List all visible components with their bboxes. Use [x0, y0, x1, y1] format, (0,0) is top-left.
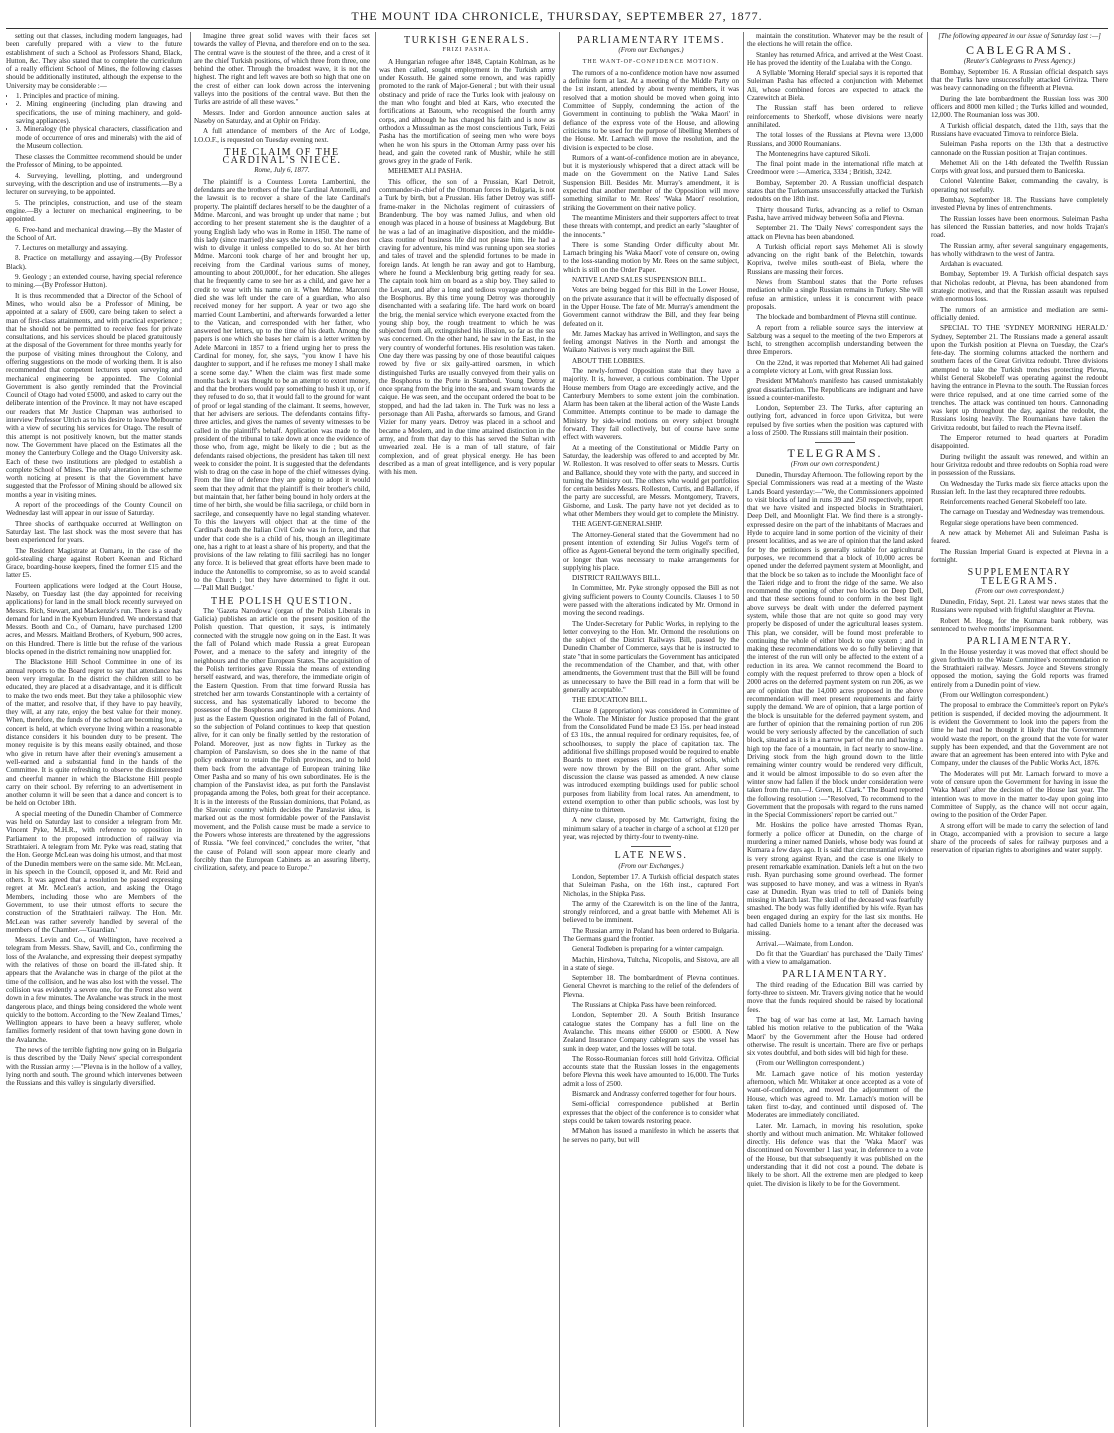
- paragraph: The newly-formed Opposition state that they have a majority. It is, however, a curious combination. The Upper House members from Otago are exceedingly active, and the Canterbury Members to some extent join the combination. Alarm has been taken at the liberal action of the Waste Lands Committee. Attempts continue to be made to damage the Ministry by side-wind motions on every subject brought forward. They fail collectively, but of course have some effect with waverers.: [563, 366, 739, 442]
- paragraph: The meantime Ministers and their supporters affect to treat these threats with contempt, and predict an early "slaughter of the innocents.": [563, 213, 739, 239]
- paragraph: The Rosso-Roumanian forces still hold Grivitza. Official accounts state that the Russian losses in the engagements before Plevna this week have amounted to 16,000. The Turks admit a loss of 2500.: [563, 1054, 739, 1088]
- article-subheading: THE WANT-OF-CONFIDENCE MOTION.: [582, 58, 720, 65]
- paragraph: The Russian staff has been ordered to relieve reinforcements to Sherkoff, whose divisions were nearly annihilated.: [747, 104, 923, 129]
- col6-body: [747, 32, 923, 437]
- article-dateline: Rome, July 6, 1877.: [254, 166, 310, 175]
- paragraph: A special meeting of the Dunedin Chamber of Commerce was held on Saturday last to consider a telegram from Mr. Vincent Pyke, M.H.R., with reference to opposition in Parliament to the proposed introduction of railway via Strathtaieri. A telegram from Mr. Pyke was read, stating that the Hon. George McLean was doing his utmost, and that most of the Dunedin members were on the same side. Mr. McLean, in his speech in the Council, opposed it, and Mr. Reid and others. It was agreed that a resolution be passed expressing regret at Mr. McLean's action, and asking the Otago Members, including those who are Members of the Government, to use their utmost efforts to secure the construction of the Strathtaieri railway. The Hon. Mr. McLean was rather severely handled by several of the members of the Chamber.—'Guardian.': [6, 809, 182, 934]
- paragraph: SPECIAL TO THE 'SYDNEY MORNING HERALD.' Sydney, September 21. The Russians made a general assault upon the Turkish position at Plevna on Tuesday, the Czar's fete-day. The storming columns attacked the northern and southern faces of the Great Grivitza redoubt. Three divisions attempted to take the Turkish trenches protecting Plevna, whilst General Skobeleff was operating against the redoubt having the entrance in Plevna to the south. The Russian forces were thrice repulsed, and at one time carried some of the trenches. The attack was continued ten hours. Cannonading was kept up throughout the day, against the redoubt, the Russians losing heavily. The Roumanians have taken the Grivitza redoubt, but failed to reach the Plevna itself.: [931, 324, 1108, 432]
- article-source: (From our own correspondent.): [975, 586, 1064, 595]
- paragraph: London, September 17. A Turkish official despatch states that Suleiman Pasha, on the 16th inst., captured Fort Nicholas, in the Shipka Pass.: [563, 872, 739, 898]
- column-rule: [743, 32, 744, 1427]
- paragraph: A Turkish official despatch, dated the 11th, says that the Russians have evacuated Timova to reinforce Biela.: [931, 121, 1108, 138]
- article-heading-telegrams: TELEGRAMS.: [787, 446, 883, 461]
- paragraph: The total losses of the Russians at Plevna were 13,000 Russians, and 3000 Roumanians.: [747, 131, 923, 148]
- paragraph: Regular siege operations have been commenced.: [940, 518, 1079, 527]
- paragraph: The army of the Czarewitch is on the line of the Jantra, strongly reinforced, and a great battle with Mehemet Ali is believed to be imminent.: [563, 899, 739, 925]
- paragraph: In Committee, Mr. Pyke strongly opposed the Bill as not giving sufficient powers to County Councils. Clauses 1 to 50 were passed with the alterations indicated by Mr. Ormond in moving the second readings.: [563, 584, 739, 618]
- paragraph: The Montenegrins have captured Sikoli.: [756, 149, 871, 158]
- column-2: [194, 32, 370, 1427]
- paragraph: On the 22nd, it was reported that Mehemet Ali had gained a complete victory at Lom, with great Russian loss.: [747, 358, 923, 375]
- divider: [815, 442, 855, 443]
- paragraph: Robert M. Hogg, for the Kumara bank robbery, was sentenced to twelve months' imprisonment.: [931, 616, 1108, 633]
- article-heading-claim: THE CLAIM OF THE CARDINAL'S NIECE.: [222, 146, 342, 167]
- paragraph: The Russian army in Poland has been ordered to Bulgaria. The Germans guard the frontier.: [563, 926, 739, 943]
- paragraph: The Russian Imperial Guard is expected at Plevna in a fortnight.: [931, 547, 1108, 564]
- column-rule: [559, 32, 560, 1427]
- paragraph: On Wednesday the Turks made six fierce attacks upon the Russian left. In the last they recaptured three redoubts.: [931, 479, 1108, 496]
- paragraph: The Russians at Chipka Pass have been reinforced.: [572, 1001, 717, 1010]
- paragraph: A strong effort will be made to carry the selection of land in Otago, accompanied with a provision to secure a large share of the proceeds of sales for railway purposes and a reservation of riparian rights to aborigines and water supply.: [931, 821, 1108, 855]
- paragraph: A report from a reliable source says the interview at Salzburg was a sequel to the meeting of the two Emperors at Ischl, to strengthen accomplish understanding between the three Emperors.: [747, 323, 923, 357]
- col5-body: [563, 69, 739, 841]
- col7-parliamentary: [931, 648, 1108, 855]
- paragraph: Arrival.—Waimate, from London.: [756, 939, 854, 948]
- list-item: • 1. Principles and practice of mining.: [16, 92, 182, 100]
- col6-telegrams: [747, 471, 923, 967]
- article-heading-turkish-generals: TURKISH GENERALS.: [403, 35, 531, 46]
- article-source: (From our own correspondent.): [790, 459, 880, 468]
- paragraph: London, September 20. A South British Insurance catalogue states the Company has a full line on the Avalanche. This means either £6000 or £5000. A New Zealand Insurance Company cablegram says the vessel has sunk in deep water, and the losses will be total.: [563, 1011, 739, 1053]
- col1-intro: [6, 32, 182, 90]
- paragraph: The Under-Secretary for Public Works, in replying to the letter conveying to the Hon. Mr. Ormond the resolutions on the subject of the District Railways Bill, passed by the Dunedin Chamber of Commerce, says that he is instructed to state "that in some particulars the Government has anticipated the recommendation of the Chamber, and that, with other amendments, the Government trust that the Bill will be found as unnecessary to have the Bill read in a form that will be generally acceptable.": [563, 619, 739, 694]
- paragraph: The plaintiff is a Countess Loreta Lambertini, the defendants are the brothers of the late Cardinal Antonelli, and the lawsuit is to recover a share of the late Cardinal's property. The plaintiff declares herself to be the daughter of a Mdme. Marconi, and was brought up under that name ; but according to her present statement she is the daughter of a young English lady who was in Rome in 1850. The name of this lady (since married) she says she knows, but she does not wish to divulge it unless compelled to do so. At her birth Mdme. Marconi took charge of her and brought her up, receiving from the Cardinal various sums of money, amounting to about 200,000f., for her education. She alleges that he frequently came to see her as a child, and gave her a credit to wear with his name on it. When Mdme. Marconi died she was left under the care of a guardian, who also received money for her support. A year or two ago she married Count Lambertini, and afterwards forwarded a letter to the Vatican, and corresponded with her father, who answered her letters, up to the time of his death. Among the papers is one which she bases her claim is a letter written by Adele Marconi in 1857 to a friend urging her to press the Cardinal for money, for, she says, "you know I have his daughter to support, and if he refuses me money I shall make a scene some day." When the claim was first made some months back it was thought to be an attempt to extort money, and that the brothers would pay something to hush it up, or if they refused to do so, that it would fall to the ground for want of proof or legal standing of the claimant. It seems, however, that her advisers are serious. The defendants contains fifty-three articles, and gives the names of seventy witnesses to be called in the plaintiff's behalf. Application was made to the president of the tribunal to take down at once the evidence of those who, from age, might be likely to die ; but as the defendants raised objections, the president has taken till next week to consider the point. It is suggested that the defendants wish to drag on the case in hope of the chief witnesses dying. From the line of defence they are going to adopt it would seem that they admit that the plaintiff is their brother's child, but maintain that, her father being bound in holy orders at the time of her birth, she would be filia sacrilega, or child born in sacrilege, and consequently have no legal standing whatever. To this the lawyers will object that at the time of the Cardinal's death the Italian Civil Code was in force, and that under that code she is a child of his, though an illegitimate one, has a right to at least a share of his property, and that the provisions of the law relating to filii sacrilegi has no longer any force. It is believed that great efforts have been made to induce the Antonellis to compromise, so as to avoid scandal to the Church ; but they have determined to fight it out.—'Pall Mall Budget.': [194, 177, 370, 593]
- paragraph: Bombay, September 18. The Russians have completely invested Plevna by lines of entrenchments.: [931, 196, 1108, 213]
- paragraph: At a meeting of the Constitutional or Middle Party on Saturday, the leadership was offered to and accepted by Mr. W. Rolleston. It was resolved to offer seats to Messrs. Curtis and Ballance, should they vote with the party, and succeed in turning the Ministry out. The others who would get portfolios for certain besides Messrs. Rolleston, Curtis, and Ballance, if the party are successful, are Messrs. Montgomery, Travers, Gisborne, and Lusk. The party have not yet decided as to what other Members they would get to complete the Ministry.: [563, 443, 739, 519]
- paragraph: Mr. James Mackay has arrived in Wellington, and says the feeling amongst Natives in the North and amongst the Waikato Natives is very much against the Bill.: [563, 329, 739, 355]
- col7-cablegrams: [931, 68, 1108, 564]
- paragraph: Ardahan is evacuated.: [940, 260, 1003, 269]
- col6-parliamentary: [747, 981, 923, 1188]
- paragraph: (From our Wellington correspondent.): [756, 1059, 865, 1068]
- paragraph: Dunedin, Thursday Afternoon. The following report by the Special Commissioners was read at a meeting of the Waste Lands Board yesterday:—"We, the Commissioners appointed to visit blocks of land in runs 39 and 250 respectively, report that we have visited and inspected blocks in Strathtaieri, Deep Dell, and Moonlight Flat. We find there is a strongly-expressed desire on the part of the inhabitants of Macraes and Hyde to acquire land in some portion of the vicinity of their present localities, and as we are of opinion that the land asked for by the petitioners is generally suitable for agricultural purposes, we recommend that a block of 10,000 acres be opened under the deferred payment system at Moonlight, and that the block be so taken as to include the Moonlight face of the Taieri ridge and to front the ridge of the same. We also recommend the opening of other two blocks on Deep Dell, and that these sections found to conform in the best light above surveys be dealt with under the deferred payment system, while those that are not quite so good may very properly be disposed of under the agricultural leases system. This plan, we consider, will be found most preferable to continuing the whole of either block to one system ; and in making these recommendations we do so fully believing that the interest of the run will only be affected to the extent of a reduction in its area. We cannot recommend the Board to comply with the request preferred to throw open a block of 2000 acres on the deferred payment system on run 206, as we are of opinion that the 14,000 acres proposed in the above recommendation will meet present requirements and fairly supply the demand. We are of opinion, that a large portion of the block is unsuitable for the deferred payment system, and are further of opinion that the remaining portion of run 206 would be very seriously affected by the cancellation of such block, situated as it is in a narrow part of the run and having a high top the face of a mountain, in fact nearly to snow-line. Driving stock from the high ground down to the little remaining winter country would be rendered very difficult, and it would be almost impossible to do so even after the winter snow had fallen if the block under consideration were taken from the run.—J. Green, H. Clark." The Board reported the following resolution :—"Resolved, To recommend to the Government that the proposals with regard to the runs named in the Special Commissioners' report be carried out.": [747, 470, 923, 820]
- paragraph: Rumors of a want-of-confidence motion are in abeyance, but it is mysteriously whispered that a direct attack will be made on the Government on the Native Land Sales Suspension Bill. Besides Mr. Murray's amendment, it is expected that another member of the Opposition will move something similar to Mr. Rees' 'Waka Maori' resolution, striking the Government on their native policy.: [563, 153, 739, 212]
- paragraph: 5. The principles, construction, and use of the steam engine.—By a lecturer on mechanical engineering, to be appointed.: [6, 198, 182, 224]
- paragraph: Mr. Larnach gave notice of his motion yesterday afternoon, which Mr. Whitaker at once accepted as a vote of want-of-confidence, and moved the adjournment of the House, which was agreed to. Mr. Larnach's motion will be taken first to-day, and continued until disposed of. The Moderates are immediately conciliated.: [747, 1069, 923, 1120]
- paragraph: 9. Geology ; an extended course, having special reference to mining.—(By Professor Hutton).: [6, 273, 182, 290]
- col2-intro: [194, 32, 370, 144]
- paragraph: London, September 23. The Turks, after capturing an outlying fort, advanced in force upon Grivitza, but were repulsed by five sorties when the position was captured with a loss of 2500. The Russians still maintain their position.: [747, 404, 923, 438]
- paragraph: A Syllable 'Morning Herald' special says it is reported that Suleiman Pasha has effected a conjunction with Mehemet Ali, whose combined forces are expected to attack the Czarewitch at Biela.: [747, 69, 923, 103]
- paragraph: In the House yesterday it was moved that effect should be given forthwith to the Waste Committee's recommendation re the Strathtaieri railway. Messrs. Joyce and Stevens strongly opposed the motion, saying the Gold reports was framed entirely from a Dunedin point of view.: [931, 647, 1108, 689]
- paragraph: During the late bombardment the Russian loss was 300 officers and 8000 men killed ; the Turks killed and wounded, 12,000. The Roumanian loss was 300.: [931, 94, 1108, 120]
- column-1: [6, 32, 182, 1427]
- paragraph: The Russian losses have been enormous. Suleiman Pasha has silenced the Russian batteries, and now holds Trajan's road.: [931, 214, 1108, 240]
- list-item: • 2. Mining engineering (including plan drawing and specifications, the use of mining machinery, and gold-saving appliances).: [16, 100, 182, 125]
- paragraph: The rumors of an armistice and mediation are semi-officially denied.: [931, 305, 1108, 322]
- paragraph: Suleiman Pasha reports on the 13th that a destructive cannonade on the Russian position at Trajan continues.: [931, 140, 1108, 157]
- paragraph: Fourteen applications were lodged at the Court House, Naseby, on Tuesday last (the day appointed for receiving applications) for land in the small block recently surveyed on Messrs. Rich, Stewart, and Mackenzie's run. There is a steady demand for land in the Kyeburn Hundred. We understand that Messrs. Booth and Co., of Oamaru, have purchased 1200 acres, and Messrs. Maitland Brothers, of Kyeburn, 900 acres, on this Hundred. There is little but the refuse of the various blocks opened in the district remaining now unapplied for.: [6, 581, 182, 657]
- paragraph: M'Mahon has issued a manifesto in which he asserts that he serves no party, but will: [563, 1127, 739, 1144]
- column-3: [379, 32, 555, 1427]
- paragraph: Bombay, September 16. A Russian official despatch says that the Turks have unsuccessfully attacked Grivitza. There was heavy cannonading on the fifteenth at Plevna.: [931, 67, 1108, 93]
- paragraph: The blockade and bombardment of Plevna still continue.: [756, 313, 917, 322]
- columns: [6, 32, 1108, 1427]
- divider: [631, 846, 671, 847]
- paragraph: A new clause, proposed by Mr. Cartwright, fixing the minimum salary of a teacher in charge of a school at £120 per year, was rejected by thirty-four to twenty-nine.: [563, 816, 739, 842]
- column-4: [563, 32, 739, 1427]
- article-source: (From our Exchanges.): [618, 861, 684, 870]
- paragraph: The Moderates will put Mr. Larnach forward to move a vote of censure upon the Government for having in issue the 'Waka Maori' after the decision of the House last year. The intention was to move in the matter to-day upon going into Committee of Supply, as the chance will not occur again, owing to the position of the Order Paper.: [931, 769, 1108, 820]
- article-source: (From our Exchanges.): [618, 46, 684, 55]
- paragraph: THE AGENT-GENERALSHIP.: [572, 520, 663, 529]
- paragraph: DISTRICT RAILWAYS BILL.: [572, 574, 661, 583]
- col3-body: [379, 58, 555, 477]
- paragraph: During twilight the assault was renewed, and within an hour Grivitza redoubt and three redoubts on Sophia road were in possession of the Russians.: [931, 452, 1108, 478]
- paragraph: A new attack by Mehemet Ali and Suleiman Pasha is feared.: [931, 529, 1108, 546]
- paragraph: The 'Gazeta Narodowa' (organ of the Polish Liberals in Galicia) publishes an article on the present position of the Polish question. That question, it says, is intimately connected with the struggle now going on in the East. It was the fall of Poland which made Russia a great European Power, and a menace to the safety and integrity of the neighbours and the other European States. The acquisition of the Polish territories gave Russia the means of extending herself eastward, and was, therefore, the immediate origin of the Eastern Question. From that time forward Russia has stretched her arm towards Constantinople with a certainty of success, and has systematically labored to become the possessor of the Bosphorus and the Turkish dominions. And just as the Eastern Question originated in the fall of Poland, so the subjection of Poland continues to keep that question alive, for it can only be finally settled by the restoration of Poland. Moreover, just as now fights in Turkey as the champion of Panslavism, so does she in the name of that policy endeavor to retain the Polish provinces, and to hold them back from the advantage of European training like Omer Pasha and so many of his own subordinates. He is the champion of the Panslavist idea, as put forth the Panslavist propaganda among the Poles, both great for their acceptance. It is in the interests of the Russian dominions, that Poland, as the Slavonic country which decides the Panslavist idea, is marked out as the most formidable power of the Panslavist movement, and the Polish cause must be made a service to the Powers whose interests are threatened by the aggressions of Russia. "We feel convinced," concludes the writer, "that the cause of Poland will soon appear more clearly and forcibly than the European Cabinets as an assuring liberty, civilization, safety, and peace to Europe.": [194, 606, 370, 873]
- paragraph: Semi-official correspondence published at Berlin expresses that the object of the conference is to consider what steps could be taken towards restoring peace.: [563, 1100, 739, 1125]
- paragraph: Three shocks of earthquake occurred at Wellington on Saturday last. The last shock was the most severe that has been experienced for years.: [6, 519, 182, 545]
- paragraph: This officer, the son of a Prussian, Karl Detroit, commander-in-chief of the Ottoman forces in Bulgaria, is not a Turk by birth, but a Prussian. His father Detroy was stiff-frame-maker in the Nicholas regiment of cuirassiers of Brandenburg. The boy was named Julius, and when old enough was placed in a house of business at Magdeburg. But he was a lad of an imaginative disposition, and the middle-class routine of business life did not please him. He had a craving for adventure, his mind was running upon sea stories and tales of travel and the splendid fortunes to be made in foreign lands. At length he ran away and got to Hamburg, where he found a Mecklenburg brig getting ready for sea. The captain took him on board as a ship boy. They sailed to the Levant, and after a long and tedious voyage anchored in the Bosphorus. By this time young Detroy was thoroughly disenchanted with a seafaring life. The hard work on board the brig, the menial service which everyone exacted from the young ship boy, the rough treatment to which he was subjected from all, extinguished his illusion, so far as the sea was concerned. On the other hand, he saw in the East, in the very country of wonderful fortunes. His resolution was taken. One day there was passing by one of those beautiful caiques rowed by five or six gaily-attired oarsmen, in which distinguished Turks are usually conveyed from their yalis on the Bosphorus to the Porte in Stamboul. Young Detroy at once sprang from the brig into the sea, and swam towards the caique. He was seen, and the occupant ordered the boat to be stopped, and had the lad taken in. The Turk was no less a personage than Ali Pasha, afterwards so famous, and Grand Vizier for many years. Detroy was placed in a school and became a Moslem, and in due time attained distinction in the army, and from that day to this has served the Sultan with unwearied zeal. He is a man of tall stature, of fair complexion, and of great physical energy. He has been described as a man of great intelligence, and is very popular with his men.: [379, 177, 555, 477]
- paragraph: The Attorney-General stated that the Government had no present intention of extending Sir Julius Vogel's term of office as Agent-General beyond the term originally specified, or longer than was necessary to make arrangements for supplying his place.: [563, 530, 739, 572]
- col5-late-news: [563, 873, 739, 1144]
- column-6: [931, 32, 1108, 1427]
- paragraph: Dunedin, Friday, Sept. 21. Latest war news states that the Russians were repulsed with frightful slaughter at Plevna.: [931, 598, 1108, 615]
- article-source: (Reuter's Cablegrams to Press Agency.): [963, 56, 1076, 65]
- paragraph: The Resident Magistrate at Oamaru, in the case of the gold-stealing charge against Robert Keenan and Richard Grace, boarding-house keepers, fined the former £15 and the latter £5.: [6, 546, 182, 580]
- article-subheading: FRIZI PASHA.: [442, 47, 492, 54]
- paragraph: The final point made in the international rifle match at Creedmoor were :—America, 3334 ; British, 3242.: [747, 160, 923, 177]
- paragraph: There is some Standing Order difficulty about Mr. Larnach bringing his 'Waka Maori' vote of censure on, owing to the loss-standing motion by Mr. Rees on the same subject, which is still on the Order Paper.: [563, 240, 739, 274]
- paragraph: Do fit that the 'Guardian' has purchased the 'Daily Times' with a view to amalgamation.: [747, 949, 923, 967]
- paragraph: Bombay, September 20. A Russian unofficial despatch states that the Turkomans unsuccessfully attacked the Turkish redoubts on the 18th inst.: [747, 178, 923, 204]
- article-heading-cablegrams: CABLEGRAMS.: [965, 43, 1073, 58]
- paragraph: Messrs. Inder and Gordon announce auction sales at Naseby on Saturday, and at Ophir on Friday.: [194, 108, 370, 125]
- article-heading-parliamentary-items: PARLIAMENTARY ITEMS.: [577, 35, 725, 46]
- paragraph: Votes are being begged for this Bill in the Lower House, on the private assurance that it will be effectually disposed of in the Upper House. The fate of Mr. Murray's amendment the Government cannot withdraw the Bill, and they fear being defeated on it.: [563, 286, 739, 328]
- paragraph: Stanley has returned Africa, and arrived at the West Coast. He has proved the identity of the Lualaba with the Congo.: [747, 50, 923, 67]
- paragraph: Bismarck and Andrassy conferred together for four hours.: [572, 1090, 737, 1099]
- paragraph: maintain the constitution. Whatever may be the result of the elections he will retain the office.: [747, 32, 923, 49]
- paragraph: The Blackstone Hill School Committee in one of its annual reports to the Board regret to say that attendance has been very irregular. In the district the children still to be educated, they are placed at a disadvantage, and it is difficult to make the two ends meet. But they take a philosophic view of the matter, and resolve that, if they have to pay heavily, they will, at any rate, enjoy the best value for their money. When, therefore, the funds of the school are becoming low, a concert is held, at which everyone living within a reasonable distance considers it his bounden duty to be present. The money requisite is by this means easily obtained, and those who give in return have after their evening's amusement a well-earned and a substantial fund in the hands of the Committee. It is quite refreshing to observe the disinterested and cheerful manner in which the Blackstone Hill people carry on their school. By referring to an advertisement in another column it will be seen that a dance and concert is to be held on October 18th.: [6, 658, 182, 808]
- paragraph: NATIVE LAND SALES SUSPENSION BILL.: [572, 276, 707, 285]
- paragraph: A Hungarian refugee after 1848, Captain Kohlman, as he was then called, sought employment in the Turkish army under Kossuth. He gained some renown, and was rapidly promoted to the rank of Major-General ; but with their usual obstinacy and pride of race the Turks look with jealousy on the man who fought and bled at Kars, who executed the fortifications at Batoum, who recognised the fourth army corps, and although he has changed his faith and is now as orthodox a Mussulman as the most conscientious Turk, Feizi Pasha has the mortification of seeing men who were boys when he won his spurs in the Ottoman Army pass over his head, and gain the coveted rank of Mushir, while he still grows grey in the grade of Ferik.: [379, 57, 555, 166]
- paragraph: Thirty thousand Turks, advancing as a relief to Osman Pasha, have arrived midway between Sofia and Plevna.: [747, 205, 923, 222]
- masthead: THE MOUNT IDA CHRONICLE, THURSDAY, SEPTEMBER 27, 1877.: [6, 6, 1108, 29]
- paragraph: These classes the Committee recommend should be under the Professor of Mining, to be appointed.: [6, 153, 182, 170]
- col7-supplementary: [931, 598, 1108, 633]
- paragraph: Colonel Valentine Baker, commanding the cavalry, is operating not usefully.: [931, 177, 1108, 194]
- paragraph: Imagine three great solid waves with their faces set towards the valley of Plevna, and therefore end on to the sea. The central wave is the stoutest of the three, and a crest of it are the chief Turkish positions, of which three from three, one behind the other. Through the broadest wave, it is not the highest. The right and left waves are both so high that one on the crest of either can look down across the intervening valleys into the positions of the central wave. But then the Turks are astride of all these waves.": [194, 32, 370, 107]
- paragraph: setting out that classes, including modern languages, had been carefully prepared with a view to the future establishment of such a School as Professors Shand, Black, Hutton, &c. They also stated that to complete the curriculum of a really efficient School of Mines, the following classes should be additionally instituted, although the expense to the University may be considerable :—: [6, 32, 182, 90]
- col2-claim-body: [194, 178, 370, 593]
- paragraph: The proposal to embrace the Committee's report on Pyke's petition is suspended, if decided moving the adjournment. It is evident the Government to look into the papers from the time he had read he thought it likely that the Government would waste the report, on the ground that the vote for water supply has been expended, and that the Government are not aware that an agreement has been entered into with Pyke and Company, under the clauses of the Public Works Act, 1876.: [931, 701, 1108, 768]
- paragraph: It is thus recommended that a Director of the School of Mines, who would also be a Professor of Mining, be appointed at a salary of £600, care being taken to select a man of first-class attainments, and with practical experience ; that he should not be permitted to receive fees for private consultations, and his services should be placed gratuitously at the disposal of the Government for three months yearly for the purpose of visiting mines throughout the Colony, and offering suggestions on the mode of working them. It is also recommended that competent lecturers upon surveying and mechanical engineering be appointed. The Colonial Government is also gently reminded that the Provincial Council of Otago had voted £5000, and asked to carry out the deliberate intention of the Province. It may not have escaped our readers that Mr Justice Chapman was authorised to interview Professor Ulrich as to his desire to leave Melbourne with a view of securing his services for Otago. The result of this attempt is not positively known, but the matter stands now. The Government have placed on the Estimates all the money the Canterbury College and the Otago University ask. Each of these two institutions are pledged to establish a complete School of Mines. The only alteration in the scheme worth noticing at present is that the Government have suggested that the Professor of Mining should be allowed six months a year in visiting mines.: [6, 291, 182, 499]
- paragraph: September 21. The 'Daily News' correspondent says the attack on Plevna has been abandoned.: [747, 224, 923, 241]
- paragraph: President M'Mahon's manifesto has caused unmistakably great dissatisfaction. The Republicans are indignant and have issued a counter-manifesto.: [747, 377, 923, 402]
- col1-body: [6, 153, 182, 1087]
- paragraph: The news of the terrible fighting now going on in Bulgaria is thus described by the 'Daily News' special correspondent with the Russian army :—"Plevna is in the hollow of a valley, lying north and south. The ground which intervenes between the Russians and this valley is singularly diversified.: [6, 1046, 182, 1088]
- column-rule: [190, 32, 191, 1427]
- paragraph: The Russian army, after several sanguinary engagements, has wholly withdrawn to the west of Jantra.: [931, 241, 1108, 258]
- paragraph: 7. Lectures on metallurgy and assaying.: [15, 244, 128, 253]
- paragraph: 8. Practice on metallurgy and assaying.—(By Professor Black).: [6, 254, 182, 271]
- editorial-note: [The following appeared in our issue of Saturday last :—]: [938, 32, 1101, 40]
- paragraph: Mr. Hoskins the police have arrested Thomas Ryan, formerly a police officer at Dunedin, on the charge of murdering a miner named Daniels, whose body was found at Kumara a few days ago. It is said that circumstantial evidence is very strong against Ryan, and the case is one likely to present remarkable examination. Daniels left a hut on the two rush. Ryan purchasing some ground overhead. The former was supposed to have money, and was a witness in Ryan's case at Dunedin. Ryan was tried to tell of Daniels being missing in March last. The skull of the deceased was fearfully smashed. The body was fully identified by his wife. Ryan has been engaged during an expiry for the last six months. He had called Daniels home to a tenant after the deceased was missing.: [747, 821, 923, 938]
- col1-list: [6, 92, 182, 150]
- article-heading-late-news: LATE NEWS.: [614, 850, 688, 862]
- article-heading-parliamentary: PARLIAMENTARY.: [966, 636, 1073, 648]
- article-heading-supplementary: SUPPLEMENTARY TELEGRAMS.: [967, 567, 1072, 587]
- paragraph: The Emperor returned to head quarters at Poradim disappointed.: [931, 434, 1108, 451]
- column-rule: [927, 32, 928, 1427]
- paragraph: The third reading of the Education Bill was carried by forty-three to sixteen. Mr. Travers giving notice that he would move that the funds required should be raised by locational fees.: [747, 980, 923, 1014]
- paragraph: Mehemet Ali on the 14th defeated the Twelfth Russian Corps with great loss, and pursued them to Baniceska.: [931, 158, 1108, 176]
- paragraph: Clause 8 (appropriation) was considered in Committee of the Whole. The Minister for Justice proposed that the grant from the Consolidated Fund be made £3 15s. per head instead of £3 10s., the annual required for ordinary requisites, fee, of schoolhouses, to supply the place of capitation tax. The additional five shillings proposed would be required to enable Boards to meet expenses of inspection of schools, which were now thrown by the Bill on the grant. After some discussion the clause was passed as amended. A new clause was introduced exempting buildings used for public school purposes from liability from local rates. An amendment, to extend exemption to other than public schools, was lost by thirty-nine to thirteen.: [563, 706, 739, 815]
- column-rule: [375, 32, 376, 1427]
- article-heading-polish: THE POLISH QUESTION.: [211, 595, 353, 607]
- paragraph: ABOUT THE LOBBIES.: [572, 356, 645, 365]
- paragraph: A full attendance of members of the Arc of Lodge, I.O.O.F., is requested on Tuesday evening next.: [194, 127, 370, 144]
- article-heading-parliamentary: PARLIAMENTARY.: [782, 969, 888, 981]
- paragraph: A report of the proceedings of the County Council on Wednesday last will appear in our issue of Saturday.: [6, 501, 182, 518]
- paragraph: A Turkish official report says Mehemet Ali is slowly advancing on the right bank of the Beletchin, towards Kopriva, twelve miles south-east of Biela, where the Russians are massing their forces.: [747, 242, 923, 276]
- col2-polish-body: [194, 607, 370, 873]
- paragraph: September 18. The bombardment of Plevna continues. General Chevret is marching to the relief of the defenders of Plevna.: [563, 974, 739, 999]
- paragraph: MEHEMET ALI PASHA.: [388, 167, 463, 176]
- paragraph: THE EDUCATION BILL.: [572, 696, 648, 705]
- paragraph: General Todleben is preparing for a winter campaign.: [572, 945, 724, 954]
- paragraph: 6. Free-hand and mechanical drawing.—By the Master of the School of Art.: [6, 225, 182, 242]
- list-item: • 3. Mineralogy (the physical characters, classification and mode of occurrence of ores and minerals) with the aid of the Museum collection.: [16, 125, 182, 150]
- column-5: [747, 32, 923, 1427]
- paragraph: Bombay, September 19. A Turkish official despatch says that Nicholas redoubt, at Plevna, has been abandoned from strategic motives, and that the Russian assault was repulsed with enormous loss.: [931, 270, 1108, 304]
- paragraph: Later. Mr. Larnach, in moving his resolution, spoke shortly and without much animation. Mr. Whitaker followed directly. His defence was that the 'Waka Maori' was discontinued on November 1 last year, in deference to a vote of the House, but that subsequently it was published on the understanding that it did not cost a pound. The debate is likely to be short. All the extreme men are pledged to keep quiet. The division is likely to be for the Government.: [747, 1121, 923, 1188]
- paragraph: 4. Surveying, levelling, plotting, and underground surveying, with the description and use of instruments.—By a lecturer on surveying, to be appointed.: [6, 171, 182, 197]
- paragraph: The bag of war has come at last, Mr. Larnach having tabled his motion relative to the publication of the 'Waka Maori' by the Government after the House had ordered otherwise. The result is uncertain. There are five or perhaps six votes doubtful, and both sides will bid high for these.: [747, 1015, 923, 1058]
- paragraph: News from Stamboul states that the Porte refuses mediation while a single Russian remains in Turkey. She will refuse an armistice, unless it is concurrent with peace proposals.: [747, 278, 923, 311]
- newspaper-page: [6, 6, 1108, 1427]
- paragraph: The rumors of a no-confidence motion have now assumed a definite form at last. At a meeting of the Middle Party on the 1st instant, attended by about twenty members, it was resolved that a motion should be moved when going into Committee of Supply, condemning the action of the Government in continuing to publish the 'Waka Maori' in defiance of the express vote of the House, and allowing criticisms to be used for the purpose of libelling Members of the House. Mr. Larnach will move the resolution, and the division is expected to be close.: [563, 68, 739, 152]
- paragraph: (From our Wellington correspondent.): [940, 691, 1049, 700]
- paragraph: The carnage on Tuesday and Wednesday was tremendous.: [940, 508, 1105, 517]
- paragraph: Reinforcements reached General Skobeleff too late.: [940, 498, 1087, 507]
- paragraph: Messrs. Levin and Co., of Wellington, have received a telegram from Messrs. Shaw, Savill, and Co., confirming the loss of the Avalanche, and expressing their deepest sympathy with the relatives of those on board the ill-fated ship. It appears that the Avalanche was in charge of the pilot at the time of the collision, and he was also lost with the vessel. The collision was evidently a severe one, for the Forest also went down in a few minutes. The Avalanche was struck in the most dangerous place, and things being considered the whole went quickly to the bottom. According to the 'New Zealand Times,' Wellington appears to have been a heavy sufferer, whole families formerly resident of that town having gone down in the Avalanche.: [6, 936, 182, 1044]
- paragraph: Machin, Hirshova, Tultcha, Nicopolis, and Sistova, are all in a state of siege.: [563, 955, 739, 972]
